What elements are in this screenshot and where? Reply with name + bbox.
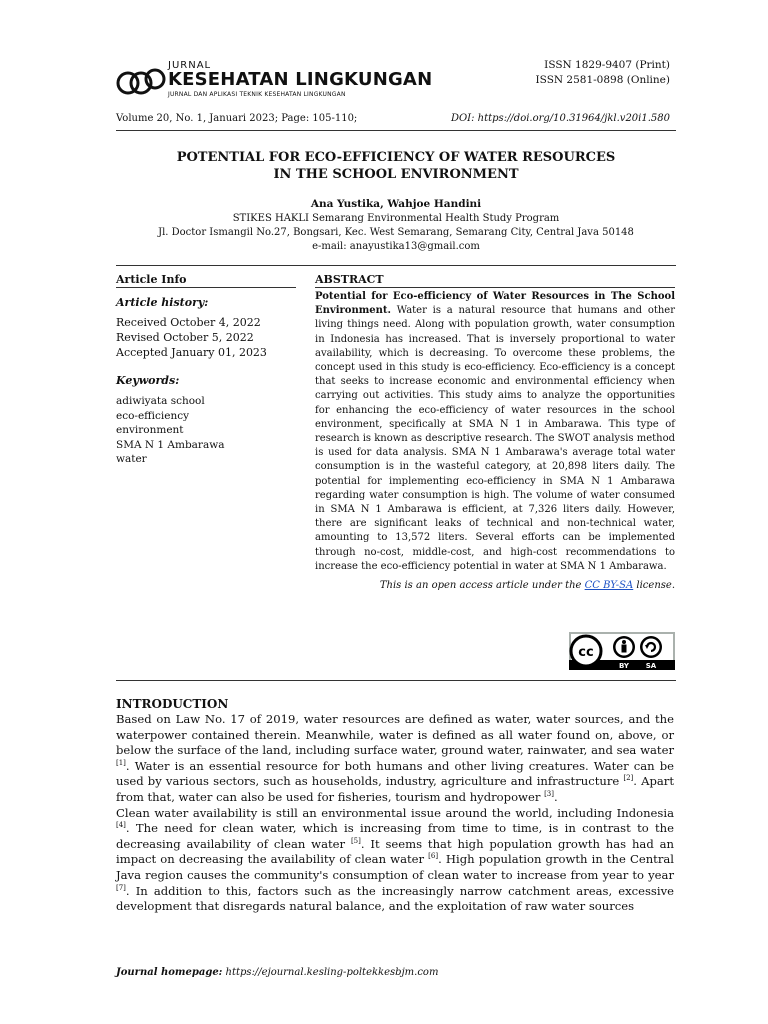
journal-logo [116,60,433,104]
cc-badge-text: cc [578,645,594,660]
citation-ref[interactable]: [2] [623,774,634,783]
keyword: environment [116,424,184,436]
journal-logo-subtitle: JURNAL DAN APLIKASI TEKNIK KESEHATAN LINGKUNGAN [168,91,346,98]
intro-text: . Apart from that, water can also be used for fisheries, tourism and hydropower [116,774,675,804]
intro-text: . It seems that high population growth has had an impact on decreasing the availability of clean water [116,836,674,867]
citation-ref[interactable]: [1] [116,758,126,767]
footer-label: Journal homepage: [116,967,223,978]
received-date: Received October 4, 2022 [116,316,261,329]
header-divider [116,130,676,131]
intro-text: . [554,789,558,804]
citation-ref[interactable]: [5] [350,836,361,845]
oa-suffix: license. [633,580,675,592]
keywords-heading: Keywords: [116,374,180,387]
citation-ref[interactable]: [3] [544,790,554,799]
intro-text: . High population growth in the Central Java region causes the community's consumption of clean water to increase from year to year [116,852,675,882]
article-dates [116,315,296,360]
citation-ref[interactable]: [7] [116,883,126,892]
journal-logo-name: KESEHATAN LINGKUNGAN [168,69,433,90]
authors: Ana Yustika, Wahjoe Handini [310,198,482,210]
intro-text: Clean water availability is still an environmental issue around the world, including Indonesia [116,805,674,820]
introduction-paragraph-1 [116,712,674,806]
citation-ref[interactable]: [4] [116,821,126,830]
affiliation-address: Jl. Doctor Ismangil No.27, Bongsari, Kec. West Semarang, Semarang City, Central Java 50148 [158,227,634,238]
keyword: adiwiyata school [116,395,205,407]
intro-text: . In addition to this, factors such as the increasingly narrow catchment areas, excessive development that disregards natural balance, and the exploitation of raw water sources [116,883,674,914]
abstract-heading: ABSTRACT [315,272,675,288]
issn-print: ISSN 1829-9407 (Print) [544,59,670,71]
paper-title-line2: IN THE SCHOOL ENVIRONMENT [273,166,519,182]
info-top-divider [116,265,676,266]
revised-date: Revised October 5, 2022 [116,331,254,344]
cc-by-sa-link[interactable]: CC BY-SA [584,580,634,592]
open-access-note [315,580,675,591]
introduction-heading: INTRODUCTION [116,697,229,711]
cc-by-sa-badge-icon[interactable] [569,632,675,670]
journal-logo-rings-icon [116,66,166,96]
abstract-section [315,272,675,670]
affiliation-program: STIKES HAKLI Semarang Environmental Health Study Program [232,213,560,224]
accepted-date: Accepted January 01, 2023 [116,346,267,359]
article-info [116,272,296,467]
volume-info: Volume 20, No. 1, Januari 2023; Page: 105-110; [116,113,358,124]
paper-title-line1: POTENTIAL FOR ECO-EFFICIENCY OF WATER RESOURCES [176,150,616,165]
abstract-body: Water is a natural resource that humans and other living things need. Along with population growth, water consumption in Indonesia has increased. That is inversely proportional to water availability, which is decreasing. To overcome these problems, the concept used in this study is eco-efficiency. Eco-efficiency is a concept that seeks to increase economic and environmental efficiency when carrying out activities. This study aims to analyze the opportunities for enhancing the eco-efficiency of water resources in the school environment, specifically at SMA N 1 in Ambarawa. This type of research is known as descriptive research. The SWOT analysis method is used for data analysis. SMA N 1 Ambarawa's average total water consumption is in the wasteful category, at 20,898 liters daily. The potential for implementing eco-efficiency in SMA N 1 Ambarawa regarding water consumption is high. The volume of water consumed in SMA N 1 Ambarawa is efficient, at 7,326 liters daily. However, there are significant leaks of technical and non-technical water, amounting to 13,572 liters. Several efforts can be implemented through no-cost, middle-cost, and high-cost recommendations to increase the eco-efficiency potential in water at SMA N 1 Ambarawa. [315,305,675,572]
intro-text: . The need for clean water, which is increasing from time to time, is in contrast to the decreasing availability of clean water [116,821,674,851]
paper-title [116,150,676,183]
footer-url[interactable]: https://ejournal.kesling-poltekkesbjm.com [222,967,439,978]
affiliation [116,212,676,254]
journal-homepage-footer [116,967,438,978]
abstract-text [315,290,675,574]
abstract-bottom-divider [116,680,676,681]
keyword: water [116,453,147,465]
affiliation-email: e-mail: anayustika13@gmail.com [312,241,480,252]
issn-block [536,58,670,87]
keyword: SMA N 1 Ambarawa [116,438,225,451]
doi-link[interactable]: DOI: https://doi.org/10.31964/jkl.v20i1.580 [450,113,670,124]
article-info-heading: Article Info [116,272,296,288]
introduction-paragraph-2 [116,806,674,915]
cc-badge-by: BY [618,662,630,670]
article-history-heading: Article history: [116,296,209,309]
issn-online: ISSN 2581-0898 (Online) [535,73,670,86]
keywords-list [116,394,296,467]
abstract-lead: Potential for Eco-efficiency of Water Resources in The School Environment. [315,291,675,317]
journal-logo-top: JURNAL [168,60,212,71]
intro-text: Based on Law No. 17 of 2019, water resources are defined as water, water sources, and the waterpower contained therein. Meanwhile, water is defined as all water found on, above, or below the surface of the land, including surface water, ground water, rainwater, and sea water [116,712,674,758]
cc-badge-sa: SA [645,662,657,670]
introduction-section [116,697,674,915]
intro-text: . Water is an essential resource for both humans and other living creatures. Water can be used by various sectors, such as households, industry, agriculture and infrastructure [116,758,674,789]
keyword: eco-efficiency [116,409,190,422]
oa-prefix: This is an open access article under the [379,580,585,592]
citation-ref[interactable]: [6] [428,852,439,861]
